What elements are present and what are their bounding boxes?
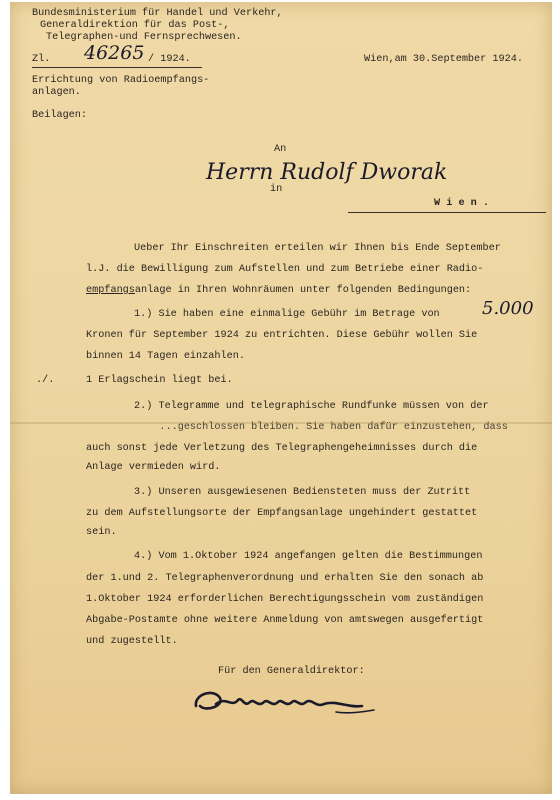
header-line-2: Generaldirektion für das Post-,	[40, 20, 230, 31]
enclosure-mark: ./.	[36, 375, 55, 386]
condition-1-line-3: binnen 14 Tagen einzahlen.	[86, 351, 245, 362]
letter-page	[10, 2, 552, 794]
intro-line-3	[86, 285, 471, 297]
intro-line-2: l.J. die Bewilligung zum Aufstellen und zum Betriebe einer Radio-	[86, 264, 484, 275]
condition-1-line-2: Kronen für September 1924 zu entrichten. Diese Gebühr wollen Sie	[86, 330, 478, 341]
condition-4-line-1: 4.) Vom 1.Oktober 1924 angefangen gelten die Bestimmungen	[134, 551, 483, 562]
reference-prefix: Zl.	[32, 54, 51, 65]
condition-3-line-1: 3.) Unseren ausgewiesenen Bediensteten muss der Zutritt	[134, 487, 471, 498]
reference-suffix: / 1924.	[148, 54, 191, 65]
condition-4-line-5: und zugestellt.	[86, 636, 178, 647]
condition-3-line-2: zu dem Aufstellungsorte der Empfangsanlage ungehindert gestattet	[86, 508, 478, 519]
condition-2-line-1: 2.) Telegramme und telegraphische Rundfunke müssen von der	[134, 401, 489, 412]
addressee-in: in	[270, 184, 283, 195]
attachments-label: Beilagen:	[32, 110, 88, 121]
place-date: Wien,am 30.September 1924.	[364, 54, 523, 65]
subject-line-2: anlagen.	[32, 87, 81, 98]
closing-line: Für den Generaldirektor:	[218, 666, 365, 677]
intro-underlined-word: empfangs	[86, 285, 135, 296]
header-line-3: Telegraphen-und Fernsprechwesen.	[46, 32, 242, 43]
condition-2-line-3: auch sonst jede Verletzung des Telegraphengeheimnisses durch die	[86, 443, 478, 454]
header-line-1: Bundesministerium für Handel und Verkehr,	[32, 8, 283, 19]
addressee-underline	[348, 212, 546, 213]
intro-line-1: Ueber Ihr Einschreiten erteilen wir Ihnen bis Ende September	[134, 243, 501, 254]
subject-line-1: Errichtung von Radioempfangs-	[32, 75, 210, 86]
reference-number-handwritten: 46265	[84, 42, 145, 64]
addressee-city: W i e n .	[434, 198, 490, 209]
addressee-an: An	[274, 144, 287, 155]
condition-2-line-2: ...geschlossen bleiben. Sie haben dafür einzustehen, dass	[86, 422, 508, 433]
condition-1-amount-handwritten: 5.000	[482, 298, 534, 319]
condition-2-line-4: Anlage vermieden wird.	[86, 462, 221, 473]
addressee-name-handwritten: Herrn Rudolf Dworak	[206, 160, 448, 185]
condition-4-line-3: 1.Oktober 1924 erforderlichen Berechtigungsschein vom zuständigen	[86, 594, 484, 605]
condition-3-line-3: sein.	[86, 527, 117, 538]
condition-4-line-4: Abgabe-Postamte ohne weitere Anmeldung von amtswegen ausgefertigt	[86, 615, 484, 626]
intro-line-3-rest: anlage in Ihren Wohnräumen unter folgenden Bedingungen:	[134, 285, 472, 296]
condition-1-line-1: 1.) Sie haben eine einmalige Gebühr im Betrage von	[134, 309, 440, 320]
condition-4-line-2: der 1.und 2. Telegraphenverordnung und erhalten Sie den sonach ab	[86, 573, 484, 584]
enclosure-text: 1 Erlagschein liegt bei.	[86, 375, 233, 386]
signature-image	[186, 682, 386, 722]
reference-underline	[32, 67, 202, 68]
